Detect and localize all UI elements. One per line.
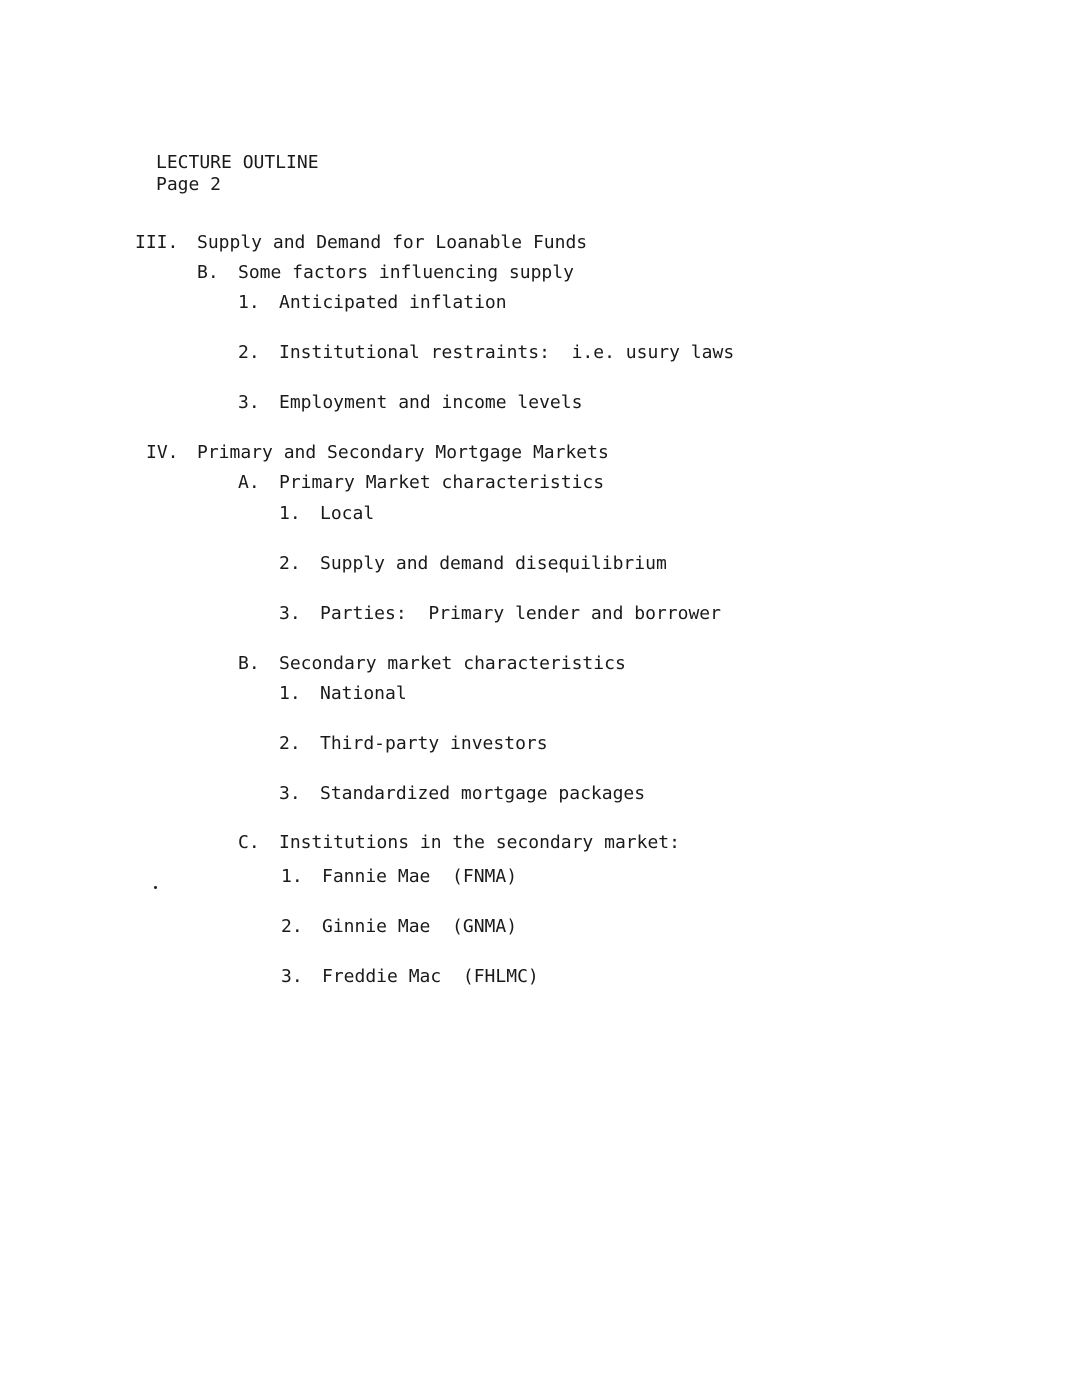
section-4-a-item-1-text: Local	[320, 503, 375, 524]
section-3-b-mark: B.	[197, 262, 219, 283]
section-4-b-item-1-text: National	[320, 683, 407, 704]
section-4-c-item-3-number: 3.	[281, 966, 303, 987]
section-3-b-item-2-text: Institutional restraints: i.e. usury laws	[279, 342, 735, 363]
section-4-c-title: Institutions in the secondary market:	[279, 832, 680, 853]
section-4-b-item-1-number: 1.	[279, 683, 301, 704]
section-4-b-item-2-number: 2.	[279, 733, 301, 754]
section-3-number: III.	[135, 232, 179, 253]
section-4-a-mark: A.	[238, 472, 260, 493]
header-page-number: Page 2	[156, 174, 222, 195]
section-3-b-item-3-text: Employment and income levels	[279, 392, 583, 413]
section-4-c-item-3-text: Freddie Mac (FHLMC)	[322, 966, 539, 987]
section-4-a-item-3-text: Parties: Primary lender and borrower	[320, 603, 721, 624]
section-4-a-item-2-text: Supply and demand disequilibrium	[320, 553, 667, 574]
section-4-b-item-3-number: 3.	[279, 783, 301, 804]
section-4-number: IV.	[146, 442, 179, 463]
scan-speck	[154, 886, 157, 889]
section-4-a-item-1-number: 1.	[279, 503, 301, 524]
section-4-c-item-1-number: 1.	[281, 866, 303, 887]
section-3-b-item-2-number: 2.	[238, 342, 260, 363]
section-4-b-item-3-text: Standardized mortgage packages	[320, 783, 646, 804]
section-3-b-item-1-number: 1.	[238, 292, 260, 313]
section-4-a-title: Primary Market characteristics	[279, 472, 605, 493]
section-3-b-title: Some factors influencing supply	[238, 262, 574, 283]
section-4-c-item-1-text: Fannie Mae (FNMA)	[322, 866, 518, 887]
section-4-c-mark: C.	[238, 832, 260, 853]
section-3-b-item-1-text: Anticipated inflation	[279, 292, 507, 313]
header-title: LECTURE OUTLINE	[156, 152, 319, 173]
section-4-a-item-3-number: 3.	[279, 603, 301, 624]
section-3-title: Supply and Demand for Loanable Funds	[197, 232, 588, 253]
section-4-a-item-2-number: 2.	[279, 553, 301, 574]
section-4-b-item-2-text: Third-party investors	[320, 733, 548, 754]
section-4-b-title: Secondary market characteristics	[279, 653, 626, 674]
section-4-b-mark: B.	[238, 653, 260, 674]
section-4-title: Primary and Secondary Mortgage Markets	[197, 442, 609, 463]
section-4-c-item-2-number: 2.	[281, 916, 303, 937]
section-4-c-item-2-text: Ginnie Mae (GNMA)	[322, 916, 518, 937]
section-3-b-item-3-number: 3.	[238, 392, 260, 413]
